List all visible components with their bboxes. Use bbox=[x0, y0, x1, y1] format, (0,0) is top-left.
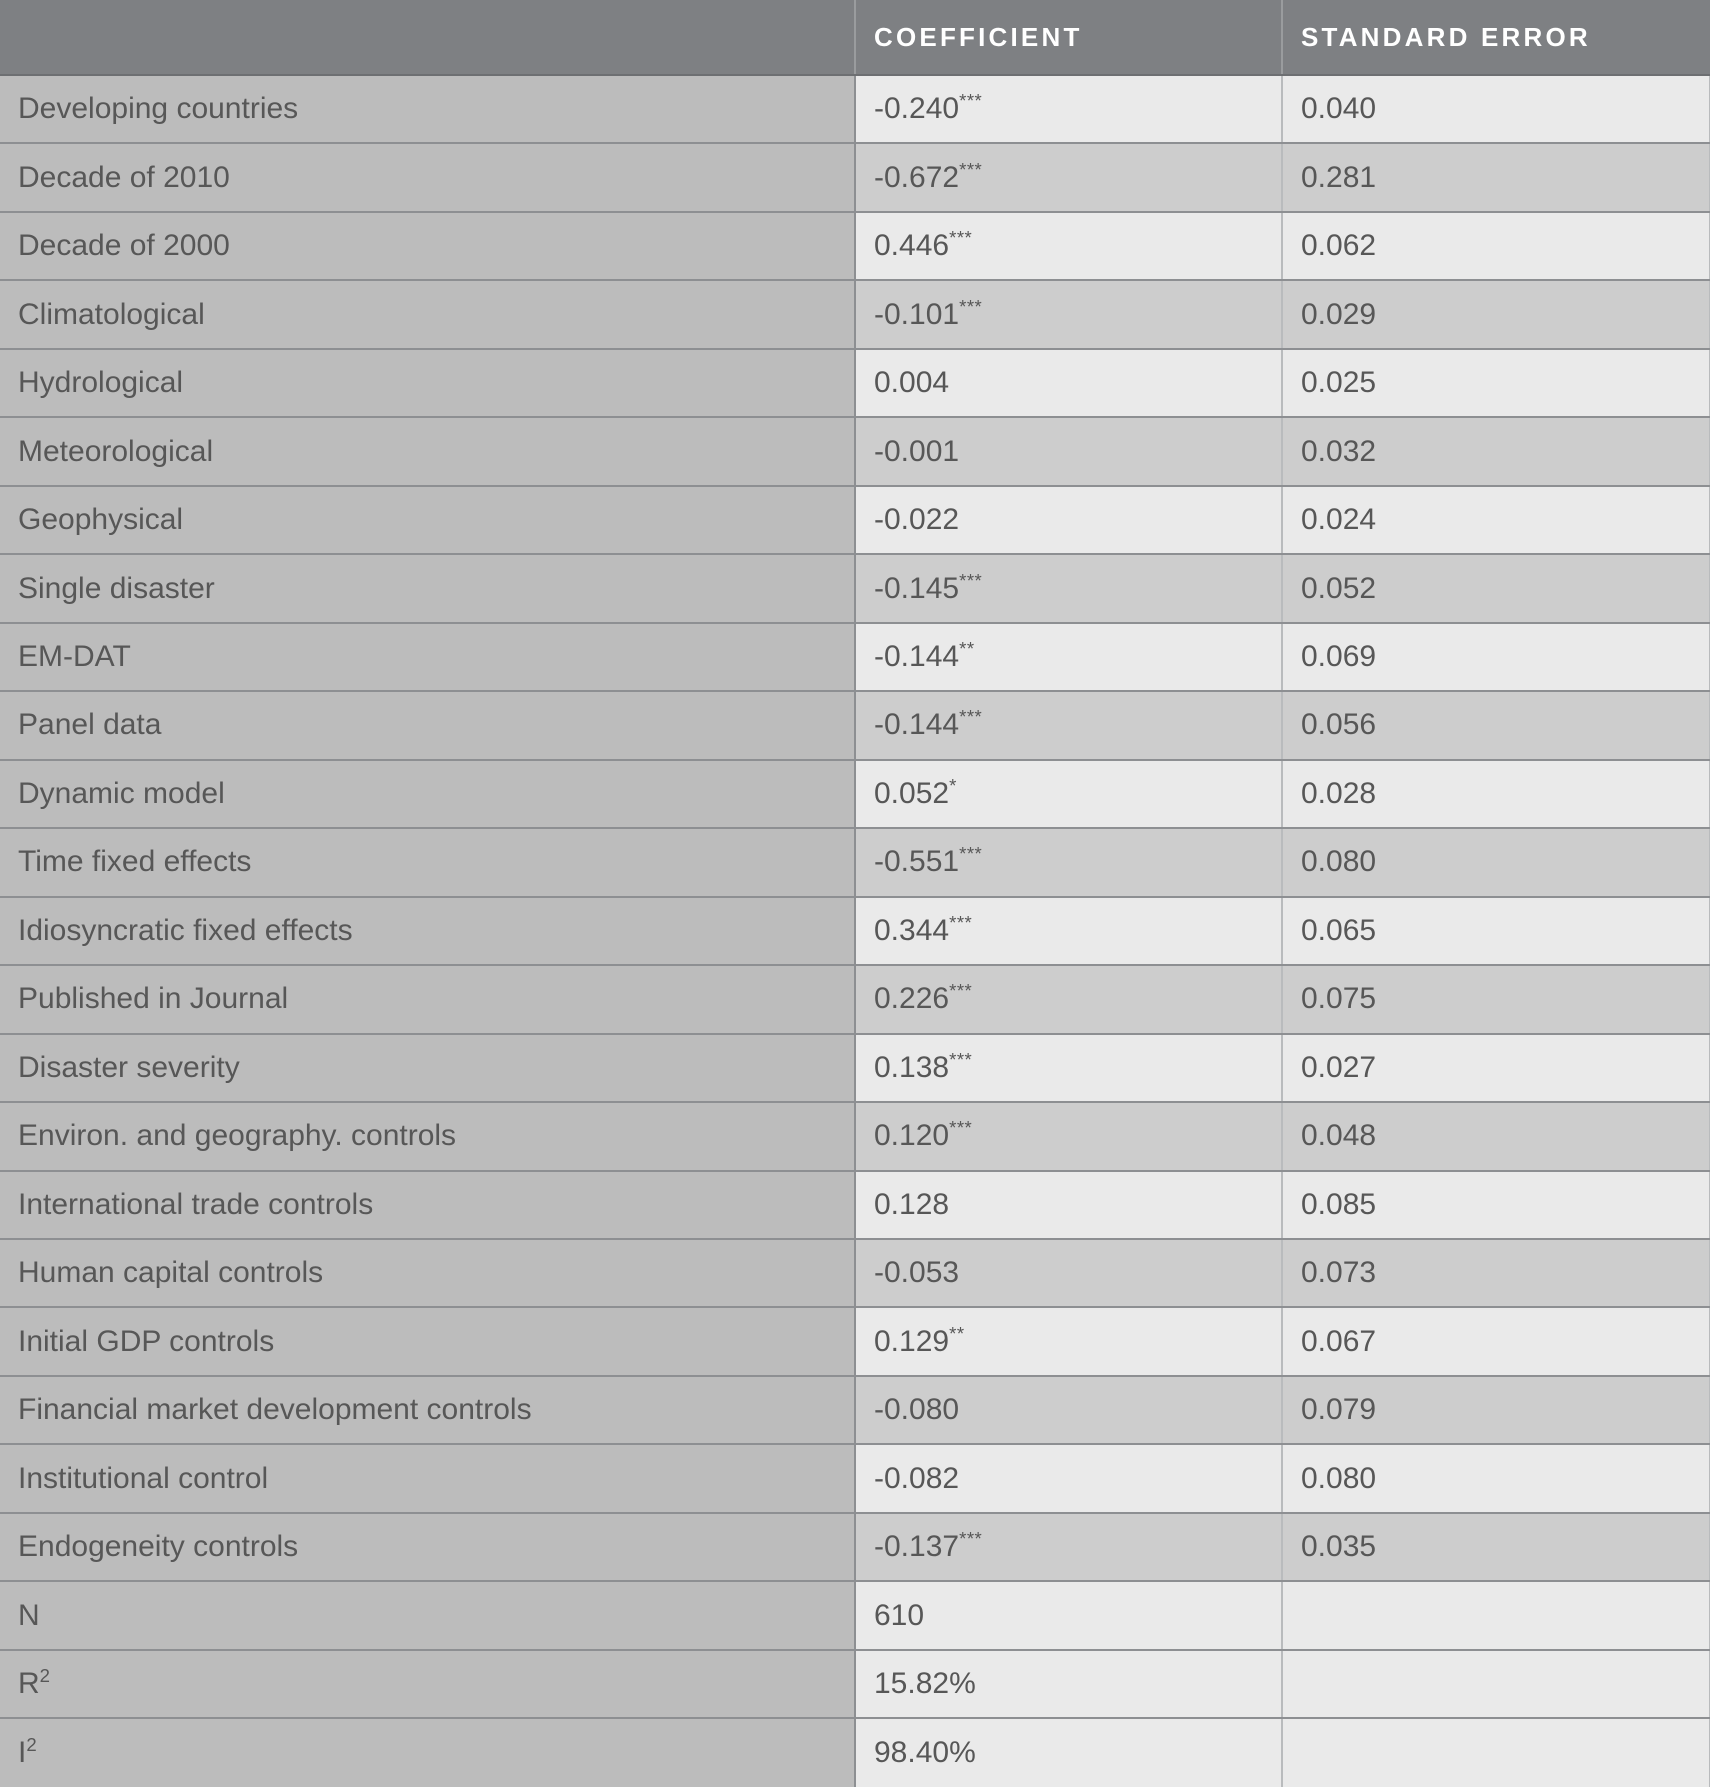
coefficient-value: 0.128 bbox=[855, 1171, 1282, 1239]
row-label: Environ. and geography. controls bbox=[0, 1102, 855, 1170]
table-row bbox=[0, 760, 1710, 828]
column-header-label bbox=[0, 0, 855, 75]
standard-error-value: 0.079 bbox=[1282, 1376, 1710, 1444]
coefficient-value: 0.226*** bbox=[855, 965, 1282, 1033]
standard-error-value: 0.062 bbox=[1282, 212, 1710, 280]
table-header bbox=[0, 0, 1710, 75]
row-label: Disaster severity bbox=[0, 1034, 855, 1102]
table-row bbox=[0, 486, 1710, 554]
row-label: Climatological bbox=[0, 280, 855, 348]
coefficient-value: 15.82% bbox=[855, 1650, 1282, 1718]
table-row bbox=[0, 1581, 1710, 1649]
table-row bbox=[0, 1376, 1710, 1444]
row-label: International trade controls bbox=[0, 1171, 855, 1239]
table-row bbox=[0, 1307, 1710, 1375]
coefficient-value: 98.40% bbox=[855, 1718, 1282, 1786]
standard-error-value: 0.075 bbox=[1282, 965, 1710, 1033]
coefficient-value: 0.344*** bbox=[855, 897, 1282, 965]
row-label: Panel data bbox=[0, 691, 855, 759]
standard-error-value bbox=[1282, 1718, 1710, 1786]
standard-error-value: 0.281 bbox=[1282, 143, 1710, 211]
significance-stars: *** bbox=[959, 843, 983, 865]
row-label: Endogeneity controls bbox=[0, 1513, 855, 1581]
row-label: Developing countries bbox=[0, 75, 855, 143]
table-row bbox=[0, 75, 1710, 143]
table-row bbox=[0, 623, 1710, 691]
standard-error-value: 0.040 bbox=[1282, 75, 1710, 143]
table-row bbox=[0, 1034, 1710, 1102]
table-row bbox=[0, 1102, 1710, 1170]
standard-error-value: 0.073 bbox=[1282, 1239, 1710, 1307]
coefficient-value: -0.137*** bbox=[855, 1513, 1282, 1581]
coefficient-value: -0.101*** bbox=[855, 280, 1282, 348]
coefficient-value: -0.001 bbox=[855, 417, 1282, 485]
significance-stars: *** bbox=[959, 706, 983, 728]
table-row bbox=[0, 828, 1710, 896]
coefficient-value: -0.551*** bbox=[855, 828, 1282, 896]
coefficient-value: -0.145*** bbox=[855, 554, 1282, 622]
significance-stars: *** bbox=[949, 980, 973, 1002]
significance-stars: *** bbox=[959, 569, 983, 591]
row-label: Initial GDP controls bbox=[0, 1307, 855, 1375]
row-label: EM-DAT bbox=[0, 623, 855, 691]
standard-error-value: 0.028 bbox=[1282, 760, 1710, 828]
standard-error-value: 0.024 bbox=[1282, 486, 1710, 554]
row-label: Idiosyncratic fixed effects bbox=[0, 897, 855, 965]
table-row bbox=[0, 417, 1710, 485]
table-row bbox=[0, 1718, 1710, 1786]
row-label: Single disaster bbox=[0, 554, 855, 622]
coefficient-value: 0.004 bbox=[855, 349, 1282, 417]
standard-error-value: 0.069 bbox=[1282, 623, 1710, 691]
table-row bbox=[0, 1650, 1710, 1718]
standard-error-value: 0.065 bbox=[1282, 897, 1710, 965]
significance-stars: *** bbox=[949, 911, 973, 933]
standard-error-value: 0.052 bbox=[1282, 554, 1710, 622]
row-label-superscript: 2 bbox=[26, 1733, 37, 1755]
significance-stars: ** bbox=[949, 1322, 965, 1344]
table-row bbox=[0, 554, 1710, 622]
significance-stars: ** bbox=[959, 637, 975, 659]
coefficient-value: 0.446*** bbox=[855, 212, 1282, 280]
standard-error-value: 0.035 bbox=[1282, 1513, 1710, 1581]
row-label: Meteorological bbox=[0, 417, 855, 485]
row-label: $R^2$ bbox=[0, 1650, 855, 1718]
row-label: $I^2$ bbox=[0, 1718, 855, 1786]
row-label: Geophysical bbox=[0, 486, 855, 554]
coefficient-value: -0.082 bbox=[855, 1444, 1282, 1512]
table-row bbox=[0, 212, 1710, 280]
row-label: Decade of 2010 bbox=[0, 143, 855, 211]
coefficient-value: 0.138*** bbox=[855, 1034, 1282, 1102]
coefficient-value: 610 bbox=[855, 1581, 1282, 1649]
significance-stars: *** bbox=[959, 158, 983, 180]
significance-stars: *** bbox=[959, 295, 983, 317]
table-row bbox=[0, 897, 1710, 965]
standard-error-value: 0.025 bbox=[1282, 349, 1710, 417]
coefficient-value: 0.120*** bbox=[855, 1102, 1282, 1170]
row-label: Time fixed effects bbox=[0, 828, 855, 896]
significance-stars: *** bbox=[959, 1528, 983, 1550]
standard-error-value: 0.067 bbox=[1282, 1307, 1710, 1375]
table-row bbox=[0, 143, 1710, 211]
standard-error-value: 0.027 bbox=[1282, 1034, 1710, 1102]
row-label: Human capital controls bbox=[0, 1239, 855, 1307]
column-header-coefficient: COEFFICIENT bbox=[855, 0, 1282, 75]
coefficient-value: -0.022 bbox=[855, 486, 1282, 554]
standard-error-value: 0.056 bbox=[1282, 691, 1710, 759]
significance-stars: *** bbox=[949, 1048, 973, 1070]
row-label: Hydrological bbox=[0, 349, 855, 417]
table-header-row bbox=[0, 0, 1710, 75]
table-row bbox=[0, 1513, 1710, 1581]
table-row bbox=[0, 1171, 1710, 1239]
standard-error-value: 0.080 bbox=[1282, 828, 1710, 896]
row-label: Institutional control bbox=[0, 1444, 855, 1512]
coefficient-value: 0.052* bbox=[855, 760, 1282, 828]
table-row bbox=[0, 1444, 1710, 1512]
coefficient-value: -0.144** bbox=[855, 623, 1282, 691]
coefficient-value: -0.144*** bbox=[855, 691, 1282, 759]
coefficient-value: 0.129** bbox=[855, 1307, 1282, 1375]
standard-error-value: 0.032 bbox=[1282, 417, 1710, 485]
table-row bbox=[0, 965, 1710, 1033]
row-label: Decade of 2000 bbox=[0, 212, 855, 280]
row-label-superscript: 2 bbox=[39, 1665, 51, 1687]
significance-stars: *** bbox=[949, 227, 973, 249]
column-header-standard-error: STANDARD ERROR bbox=[1282, 0, 1710, 75]
row-label: Published in Journal bbox=[0, 965, 855, 1033]
significance-stars: *** bbox=[959, 90, 983, 112]
standard-error-value bbox=[1282, 1581, 1710, 1649]
coefficient-value: -0.053 bbox=[855, 1239, 1282, 1307]
row-label: N bbox=[0, 1581, 855, 1649]
standard-error-value: 0.048 bbox=[1282, 1102, 1710, 1170]
row-label: Financial market development controls bbox=[0, 1376, 855, 1444]
table-row bbox=[0, 280, 1710, 348]
significance-stars: * bbox=[949, 774, 957, 796]
row-label: Dynamic model bbox=[0, 760, 855, 828]
standard-error-value bbox=[1282, 1650, 1710, 1718]
coefficient-value: -0.080 bbox=[855, 1376, 1282, 1444]
table-row bbox=[0, 349, 1710, 417]
coefficient-value: -0.240*** bbox=[855, 75, 1282, 143]
standard-error-value: 0.085 bbox=[1282, 1171, 1710, 1239]
table-row bbox=[0, 691, 1710, 759]
coefficient-value: -0.672*** bbox=[855, 143, 1282, 211]
standard-error-value: 0.029 bbox=[1282, 280, 1710, 348]
table-row bbox=[0, 1239, 1710, 1307]
standard-error-value: 0.080 bbox=[1282, 1444, 1710, 1512]
significance-stars: *** bbox=[949, 1117, 973, 1139]
table-body bbox=[0, 75, 1710, 1787]
